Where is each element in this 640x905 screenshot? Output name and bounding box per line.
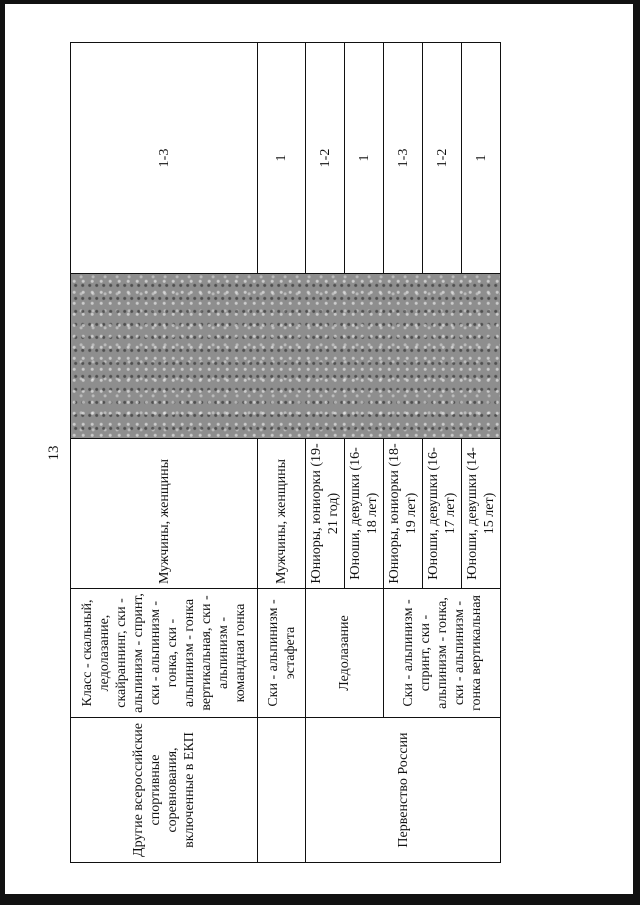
- scan-border-left: [0, 0, 5, 905]
- competition-cell: Первенство России: [306, 718, 501, 863]
- places-cell: 1: [345, 43, 384, 274]
- discipline-cell: Ледолазание: [306, 589, 384, 718]
- places-cell: 1-3: [71, 43, 258, 274]
- table-row: [306, 43, 345, 863]
- discipline-cell: Ски - альпинизм - спринт, ски - альпинизм - гонка, ски - альпинизм - гонка вертикальная: [384, 589, 501, 718]
- places-cell: 1: [462, 43, 501, 274]
- age-group-cell: Юноши, девушки (16-17 лет): [423, 439, 462, 589]
- scan-border-top: [0, 0, 640, 4]
- competition-cell-blank: [258, 718, 306, 863]
- table-row: [71, 43, 258, 863]
- competition-cell: Другие всероссийские спортивные соревнования, включенные в ЕКП: [71, 718, 258, 863]
- places-cell: 1: [258, 43, 306, 274]
- shaded-cell: [71, 274, 501, 439]
- page-number: 13: [46, 445, 62, 461]
- age-group-cell: Мужчины, женщины: [71, 439, 258, 589]
- scan-border-right: [633, 0, 640, 905]
- age-group-cell: Юноши, девушки (16-18 лет): [345, 439, 384, 589]
- age-group-cell: Мужчины, женщины: [258, 439, 306, 589]
- rotated-page: [46, 43, 497, 863]
- discipline-cell: Ски - альпинизм - эстафета: [258, 589, 306, 718]
- scan-border-bottom: [0, 894, 640, 905]
- places-cell: 1-3: [384, 43, 423, 274]
- competition-table: [70, 42, 501, 863]
- discipline-cell: Класс - скальный, ледолазание, скайраннинг, ски - альпинизм - спринт, ски - альпинизм - гонка, ски - альпинизм - гонка вертикальная, ски - альпинизм - командная гонка: [71, 589, 258, 718]
- places-cell: 1-2: [423, 43, 462, 274]
- places-cell: 1-2: [306, 43, 345, 274]
- age-group-cell: Юноши, девушки (14-15 лет): [462, 439, 501, 589]
- table-row: [258, 43, 306, 863]
- age-group-cell: Юниоры, юниорки (18-19 лет): [384, 439, 423, 589]
- age-group-cell: Юниоры, юниорки (19-21 год): [306, 439, 345, 589]
